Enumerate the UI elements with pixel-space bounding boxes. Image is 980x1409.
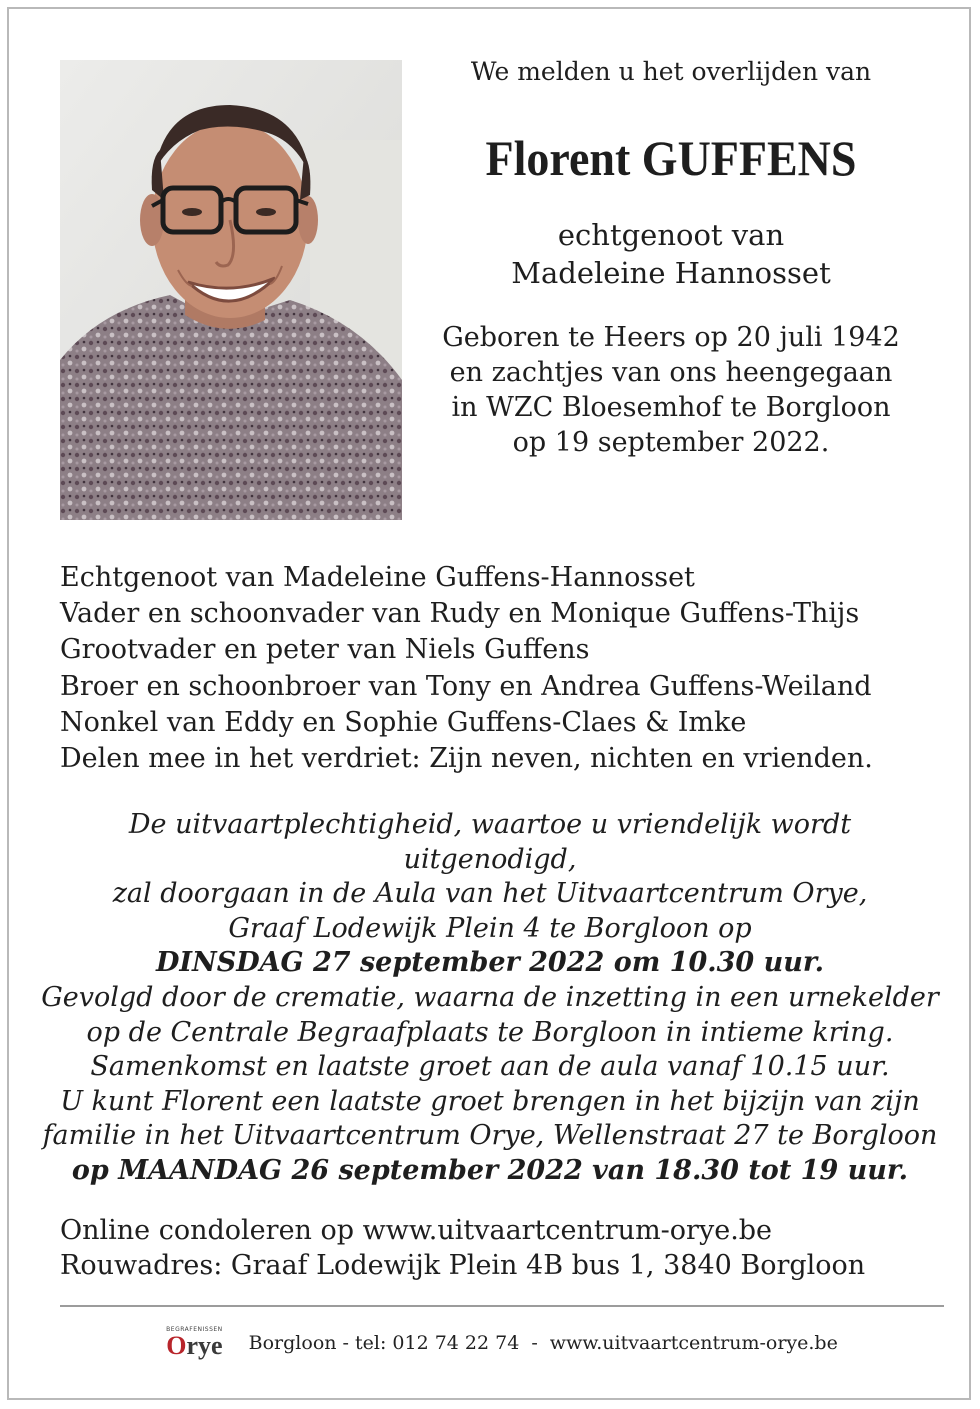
footer-phone: Borgloon - tel: 012 74 22 74 [248, 1332, 520, 1354]
footer-website[interactable]: www.uitvaartcentrum-orye.be [549, 1332, 838, 1354]
death-place-line: in WZC Bloesemhof te Borgloon [451, 392, 891, 423]
death-date-line: op 19 september 2022. [512, 427, 830, 458]
family-line: Broer en schoonbroer van Tony en Andrea Guffens-Weiland [60, 670, 872, 702]
footer-divider [60, 1305, 944, 1307]
ceremony-line: op de Centrale Begraafplaats te Borgloon in intieme kring. [86, 1016, 894, 1048]
contact-info [60, 1213, 940, 1283]
spouse-info [416, 216, 926, 292]
ceremony-line: Gevolgd door de crematie, waarna de inzetting in een urnekelder [41, 981, 939, 1013]
family-line: Nonkel van Eddy en Sophie Guffens-Claes & Imke [60, 706, 747, 738]
ceremony-line: Samenkomst en laatste groet aan de aula vanaf 10.15 uur. [90, 1051, 890, 1083]
death-line: en zachtjes van ons heengegaan [449, 357, 893, 388]
logo-wordmark: Orye [166, 1331, 223, 1360]
family-line: Delen mee in het verdriet: Zijn neven, nichten en vrienden. [60, 743, 873, 775]
spouse-name: Madeleine Hannosset [511, 256, 831, 290]
online-condolence: Online condoleren op www.uitvaartcentrum-orye.be [60, 1215, 773, 1246]
ceremony-line: De uitvaartplechtigheid, waartoe u vriendelijk wordt uitgenodigd, [128, 809, 852, 875]
intro-text: We melden u het overlijden van [470, 57, 872, 86]
birth-death-info [416, 320, 926, 460]
ceremony-details [40, 808, 940, 1189]
logo-subtitle: BEGRAFENISSEN [166, 1326, 223, 1333]
family-line: Echtgenoot van Madeleine Guffens-Hannosset [60, 562, 695, 593]
family-line: Grootvader en peter van Niels Guffens [60, 634, 590, 666]
portrait-photo [60, 60, 402, 520]
ceremony-date: DINSDAG 27 september 2022 om 10.30 uur. [155, 947, 825, 979]
spouse-line: echtgenoot van [557, 218, 785, 252]
ceremony-line: U kunt Florent een laatste groet brengen in het bijzijn van zijn [60, 1085, 920, 1117]
family-list [60, 560, 940, 777]
orye-logo [166, 1327, 222, 1359]
visitation-date: op MAANDAG 26 september 2022 van 18.30 tot 19 uur. [71, 1154, 909, 1186]
birth-line: Geboren te Heers op 20 juli 1942 [442, 322, 900, 353]
family-line: Vader en schoonvader van Rudy en Monique Guffens-Thijs [60, 598, 860, 630]
ceremony-line: Graaf Lodewijk Plein 4 te Borgloon op [228, 912, 752, 944]
ceremony-line: familie in het Uitvaartcentrum Orye, Wellenstraat 27 te Borgloon [42, 1120, 938, 1152]
announcement-header [416, 56, 926, 460]
mourning-address: Rouwadres: Graaf Lodewijk Plein 4B bus 1, 3840 Borgloon [60, 1250, 866, 1281]
deceased-name: Florent GUFFENS [485, 130, 857, 186]
footer-separator: - [531, 1332, 538, 1354]
footer [60, 1320, 944, 1366]
ceremony-line: zal doorgaan in de Aula van het Uitvaartcentrum Orye, [112, 878, 868, 910]
